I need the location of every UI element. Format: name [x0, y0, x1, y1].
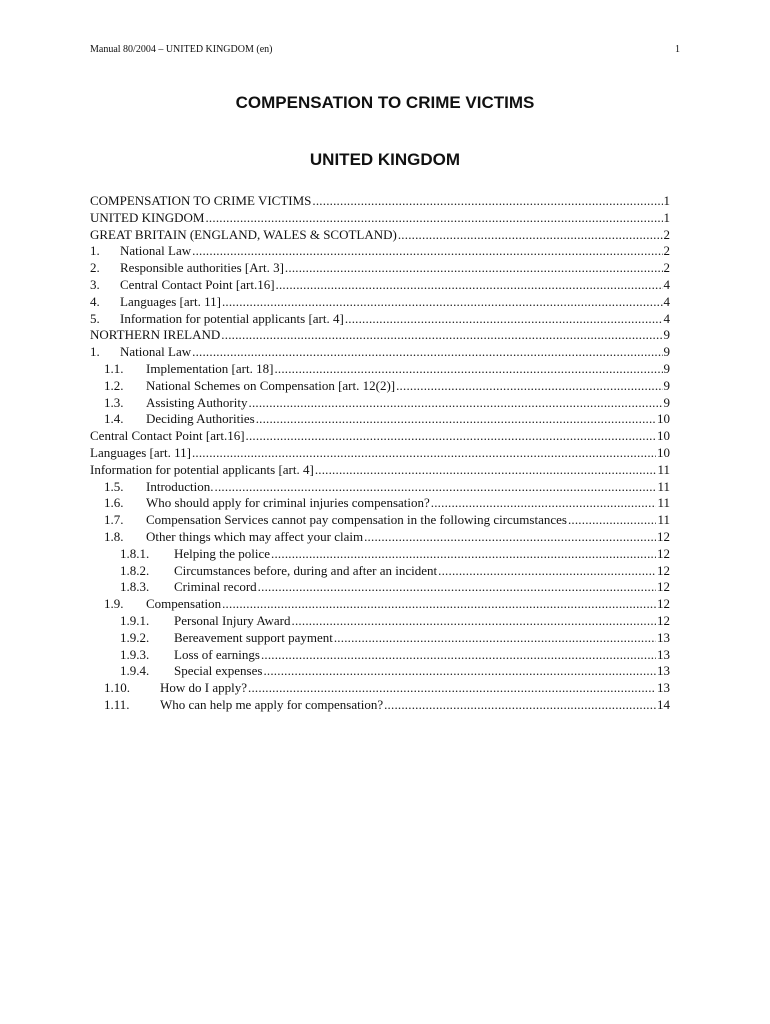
toc-entry[interactable] — [90, 529, 670, 546]
toc-entry[interactable] — [90, 260, 670, 277]
toc-entry-number: 1.2. — [104, 377, 124, 393]
toc-entry-page: 10 — [657, 428, 670, 444]
toc-entry-label: Implementation [art. 18] — [146, 360, 274, 376]
toc-entry[interactable] — [90, 193, 670, 210]
toc-leader-dots — [271, 546, 656, 563]
toc-entry-label: Central Contact Point [art.16] — [120, 276, 275, 292]
toc-entry-page: 12 — [657, 562, 670, 578]
toc-entry[interactable] — [90, 579, 670, 596]
toc-entry-number: 1.1. — [104, 360, 124, 376]
toc-entry-page: 12 — [657, 579, 670, 595]
toc-leader-dots — [192, 344, 662, 361]
toc-entry-label: COMPENSATION TO CRIME VICTIMS — [90, 193, 312, 208]
toc-leader-dots — [276, 277, 663, 294]
toc-entry-label: Criminal record — [174, 579, 257, 595]
toc-entry[interactable] — [90, 327, 670, 344]
toc-entry-number: 1.9.2. — [120, 629, 150, 645]
toc-entry-page: 4 — [663, 293, 670, 309]
toc-entry-page: 1 — [663, 209, 670, 225]
toc-leader-dots — [248, 680, 656, 697]
toc-entry-label: Bereavement support payment — [174, 629, 333, 645]
toc-entry-number: 1.8. — [104, 528, 124, 544]
toc-entry-label: Assisting Authority — [146, 394, 248, 410]
toc-entry-number: 1.9.3. — [120, 646, 150, 662]
toc-leader-dots — [222, 294, 663, 311]
toc-entry-number: 1.9. — [104, 596, 124, 612]
toc-entry-number: 1.3. — [104, 394, 124, 410]
page-number: 1 — [675, 44, 680, 55]
toc-entry-label: UNITED KINGDOM — [90, 209, 205, 225]
toc-entry[interactable] — [90, 243, 670, 260]
toc-entry-number: 1.9.1. — [120, 612, 150, 628]
toc-entry[interactable] — [90, 378, 670, 395]
toc-entry[interactable] — [90, 462, 670, 479]
toc-leader-dots — [384, 697, 656, 714]
toc-entry-number: 5. — [90, 310, 100, 326]
toc-leader-dots — [364, 529, 656, 546]
toc-leader-dots — [205, 210, 662, 227]
toc-leader-dots — [398, 227, 663, 244]
toc-entry-page: 2 — [663, 243, 670, 259]
toc-entry-page: 4 — [663, 276, 670, 292]
toc-entry[interactable] — [90, 546, 670, 563]
toc-entry[interactable] — [90, 210, 670, 227]
toc-leader-dots — [249, 395, 663, 412]
toc-leader-dots — [192, 445, 656, 462]
toc-entry-number: 1.9.4. — [120, 663, 150, 679]
toc-leader-dots — [334, 630, 656, 647]
toc-entry-page: 2 — [663, 260, 670, 276]
toc-entry[interactable] — [90, 479, 670, 496]
toc-entry-page: 10 — [657, 444, 670, 460]
toc-entry-page: 14 — [657, 696, 670, 712]
toc-entry-label: Languages [art. 11] — [90, 444, 191, 460]
toc-entry-number: 1.7. — [104, 512, 124, 528]
toc-entry-label: Helping the police — [174, 545, 271, 561]
toc-entry-number: 1.4. — [104, 411, 124, 427]
table-of-contents — [90, 193, 670, 714]
toc-entry-label: Deciding Authorities — [146, 411, 255, 427]
toc-entry[interactable] — [90, 395, 670, 412]
toc-leader-dots — [312, 193, 662, 210]
toc-entry[interactable] — [90, 428, 670, 445]
toc-entry-page: 12 — [657, 528, 670, 544]
toc-entry[interactable] — [90, 697, 670, 714]
toc-entry-label: Languages [art. 11] — [120, 293, 221, 309]
toc-entry[interactable] — [90, 663, 670, 680]
toc-leader-dots — [292, 613, 656, 630]
toc-leader-dots — [261, 647, 656, 664]
toc-entry-label: Circumstances before, during and after an incident — [174, 562, 438, 578]
toc-entry-number: 1.8.2. — [120, 562, 150, 578]
toc-leader-dots — [431, 495, 657, 512]
toc-entry[interactable] — [90, 680, 670, 697]
toc-entry-page: 11 — [657, 495, 670, 511]
toc-entry-label: Information for potential applicants [art. 4] — [90, 461, 314, 477]
toc-leader-dots — [221, 327, 662, 344]
toc-entry-label: NORTHERN IRELAND — [90, 327, 221, 343]
toc-entry[interactable] — [90, 294, 670, 311]
toc-entry-number: 1.5. — [104, 478, 124, 494]
toc-entry[interactable] — [90, 361, 670, 378]
toc-leader-dots — [246, 428, 656, 445]
toc-entry-number: 1.8.3. — [120, 579, 150, 595]
toc-entry[interactable] — [90, 227, 670, 244]
toc-entry-number: 1. — [90, 243, 100, 259]
toc-entry-label: Who should apply for criminal injuries compensation? — [146, 495, 430, 511]
toc-entry-label: National Law — [120, 344, 192, 360]
toc-entry-number: 1.11. — [104, 696, 130, 712]
toc-leader-dots — [438, 563, 656, 580]
toc-entry-label: Loss of earnings — [174, 646, 260, 662]
toc-entry-number: 1. — [90, 344, 100, 360]
toc-entry-page: 9 — [663, 360, 670, 376]
toc-entry-label: Special expenses — [174, 663, 263, 679]
toc-entry-page: 9 — [663, 394, 670, 410]
toc-entry-page: 13 — [657, 663, 670, 679]
country-title: UNITED KINGDOM — [309, 150, 461, 169]
toc-entry-label: How do I apply? — [160, 680, 248, 696]
toc-leader-dots — [315, 462, 657, 479]
toc-entry-page: 12 — [657, 545, 670, 561]
toc-entry[interactable] — [90, 613, 670, 630]
toc-entry-page: 12 — [657, 596, 670, 612]
toc-entry-label: Information for potential applicants [art. 4] — [120, 310, 344, 326]
toc-entry-number: 4. — [90, 293, 100, 309]
toc-entry-page: 9 — [663, 377, 670, 393]
toc-entry-label: National Law — [120, 243, 192, 259]
toc-entry-page: 13 — [657, 646, 670, 662]
toc-leader-dots — [274, 361, 662, 378]
toc-entry-label: National Schemes on Compensation [art. 12(2)] — [146, 377, 396, 393]
toc-entry-label: Responsible authorities [Art. 3] — [120, 260, 284, 276]
toc-entry-page: 12 — [657, 612, 670, 628]
toc-entry[interactable] — [90, 445, 670, 462]
toc-leader-dots — [258, 579, 656, 596]
toc-leader-dots — [256, 411, 656, 428]
toc-entry[interactable] — [90, 596, 670, 613]
toc-entry-page: 9 — [663, 344, 670, 360]
toc-entry-number: 1.8.1. — [120, 545, 150, 561]
main-title: COMPENSATION TO CRIME VICTIMS — [235, 93, 535, 112]
toc-entry[interactable] — [90, 630, 670, 647]
toc-entry-page: 4 — [663, 310, 670, 326]
toc-leader-dots — [192, 243, 662, 260]
toc-entry[interactable] — [90, 495, 670, 512]
toc-entry-page: 11 — [657, 478, 670, 494]
toc-leader-dots — [396, 378, 662, 395]
toc-entry-number: 3. — [90, 276, 100, 292]
toc-entry-page: 1 — [663, 193, 670, 208]
toc-entry[interactable] — [90, 647, 670, 664]
toc-entry-label: Personal Injury Award — [174, 612, 291, 628]
toc-entry-number: 2. — [90, 260, 100, 276]
toc-leader-dots — [345, 311, 663, 328]
toc-entry-label: Central Contact Point [art.16] — [90, 428, 245, 444]
toc-entry-label: Introduction. — [146, 478, 214, 494]
toc-leader-dots — [222, 596, 656, 613]
toc-entry-number: 1.10. — [104, 680, 130, 696]
toc-entry-label: Compensation Services cannot pay compensation in the following circumstances — [146, 512, 567, 528]
toc-entry[interactable] — [90, 344, 670, 361]
toc-entry[interactable] — [90, 277, 670, 294]
toc-entry-label: Compensation — [146, 596, 222, 612]
toc-leader-dots — [215, 479, 657, 496]
toc-entry-page: 2 — [663, 226, 670, 242]
toc-leader-dots — [263, 663, 656, 680]
toc-entry-page: 9 — [663, 327, 670, 343]
running-header: Manual 80/2004 – UNITED KINGDOM (en) — [90, 44, 273, 55]
toc-entry-page: 11 — [657, 512, 670, 528]
toc-leader-dots — [285, 260, 663, 277]
toc-entry[interactable] — [90, 311, 670, 328]
toc-entry[interactable] — [90, 411, 670, 428]
toc-entry-page: 13 — [657, 629, 670, 645]
toc-entry[interactable] — [90, 512, 670, 529]
toc-entry-label: Who can help me apply for compensation? — [160, 696, 384, 712]
toc-leader-dots — [568, 512, 657, 529]
toc-entry-label: GREAT BRITAIN (ENGLAND, WALES & SCOTLAND) — [90, 226, 397, 242]
toc-entry-number: 1.6. — [104, 495, 124, 511]
toc-entry[interactable] — [90, 563, 670, 580]
toc-entry-label: Other things which may affect your claim — [146, 528, 364, 544]
toc-entry-page: 13 — [657, 680, 670, 696]
toc-entry-page: 11 — [657, 461, 670, 477]
toc-entry-page: 10 — [657, 411, 670, 427]
